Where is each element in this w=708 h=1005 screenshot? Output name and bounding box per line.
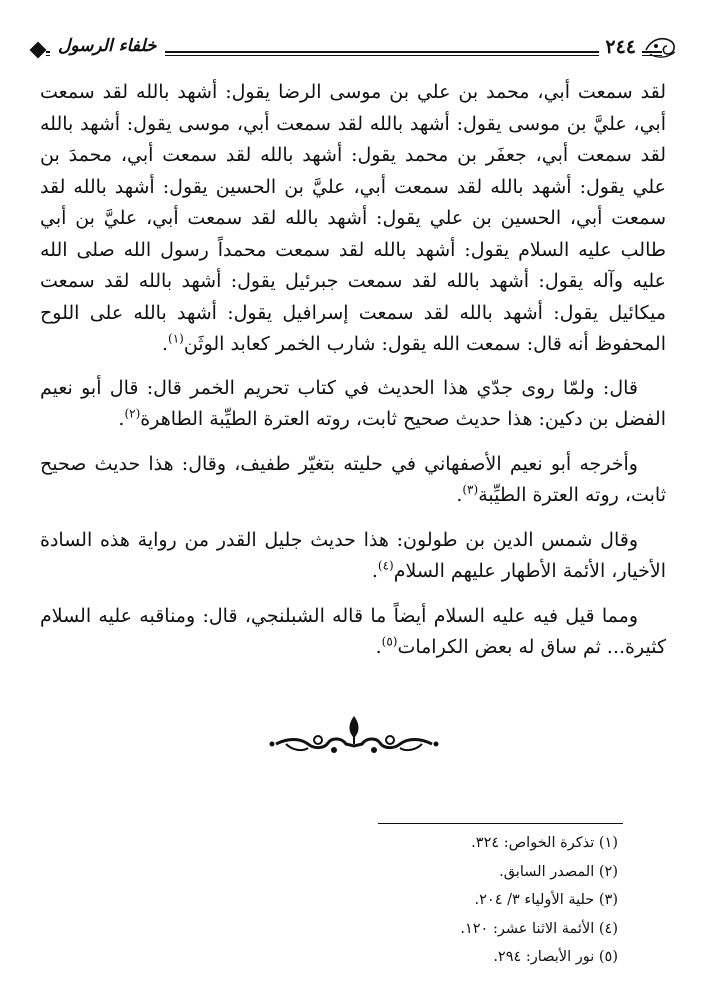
footnote-marker[interactable]: (٢) — [124, 406, 141, 421]
paragraph — [40, 77, 666, 361]
paragraph — [40, 373, 666, 436]
footnote-marker[interactable]: (٣) — [462, 482, 479, 497]
page-header — [32, 34, 678, 72]
paragraph — [40, 525, 666, 588]
section-divider-ornament-icon — [268, 712, 440, 762]
footnote-item: (٤) الأئمة الاثنا عشر: ١٢٠. — [460, 920, 618, 937]
footnote-marker[interactable]: (٤) — [377, 558, 394, 573]
paragraph-end: . — [161, 333, 168, 355]
footnote-marker[interactable]: (٥) — [381, 634, 398, 649]
paragraph-end: . — [371, 560, 378, 582]
footnote-item: (٣) حلية الأولياء ٣/ ٢٠٤. — [474, 892, 618, 909]
paragraph-text: ومما قيل فيه عليه السلام أيضاً ما قاله الشبلنجي، قال: ومناقبه عليه السلام كثيرة... ثم ساق له بعض الكرامات — [40, 604, 666, 658]
page-number: ٢٤٤ — [599, 36, 642, 58]
paragraph-end: . — [456, 484, 463, 506]
footnote-marker[interactable]: (١) — [168, 331, 184, 346]
paragraph-end: . — [118, 408, 125, 430]
footnote-item: (٢) المصدر السابق. — [499, 863, 618, 880]
footnote-separator — [378, 823, 623, 824]
paragraph-text: لقد سمعت أبي، محمد بن علي بن موسى الرضا يقول: أشهد بالله لقد سمعت أبي، عليَّ بن موسى يقول: أشهد بالله لقد سمعت أبي، موسى يقول: أشهد بالله لقد سمعت أبي، جعفَر بن محمد يقول: أشهد بالله لقد سمعت أبي، محمدَ بن علي يقول: أشهد بالله لقد سمعت أبي، عليَّ بن الحسين يقول: أشهد بالله لقد سمعت أبي، الحسين بن علي يقول: أشهد بالله لقد سمعت أبي، عليَّ بن أبي طالب عليه السلام يقول: أشهد بالله لقد سمعت محمداً رسول الله صلى الله عليه وآله يقول: أشهد بالله لقد سمعت جبرئيل يقول: أشهد بالله لقد سمعت ميكائيل يقول: أشهد بالله لقد سمعت إسرافيل يقول: أشهد بالله على اللوح المحفوظ أنه قال: سمعت الله يقول: شارب الخمر كعابد الوثَن — [40, 81, 666, 355]
corner-flourish-icon — [644, 32, 678, 62]
paragraph — [40, 601, 666, 664]
paragraph-text: قال: ولمّا روى جدّي هذا الحديث في كتاب تحريم الخمر قال: قال أبو نعيم الفضل بن دكين: هذا حديث صحيح ثابت، روته العترة الطيِّبة الطاهرة — [40, 376, 666, 430]
paragraph-text: وقال شمس الدين بن طولون: هذا حديث جليل القدر من رواية هذه السادة الأخيار، الأئمة الأطهار عليهم السلام — [40, 528, 666, 582]
main-text — [40, 77, 666, 677]
paragraph-text: وأخرجه أبو نعيم الأصفهاني في حليته بتغيّر طفيف، وقال: هذا حديث صحيح ثابت، روته العترة الطيِّبة — [40, 452, 666, 506]
running-title: خلفاء الرسول — [50, 36, 165, 56]
footnote-item: (١) تذكرة الخواص: ٣٢٤. — [471, 835, 618, 851]
diamond-ornament-icon — [30, 42, 47, 59]
paragraph — [40, 449, 666, 512]
footnotes — [300, 829, 618, 972]
paragraph-end: . — [375, 636, 382, 658]
footnote-item: (٥) نور الأبصار: ٢٩٤. — [493, 949, 618, 966]
